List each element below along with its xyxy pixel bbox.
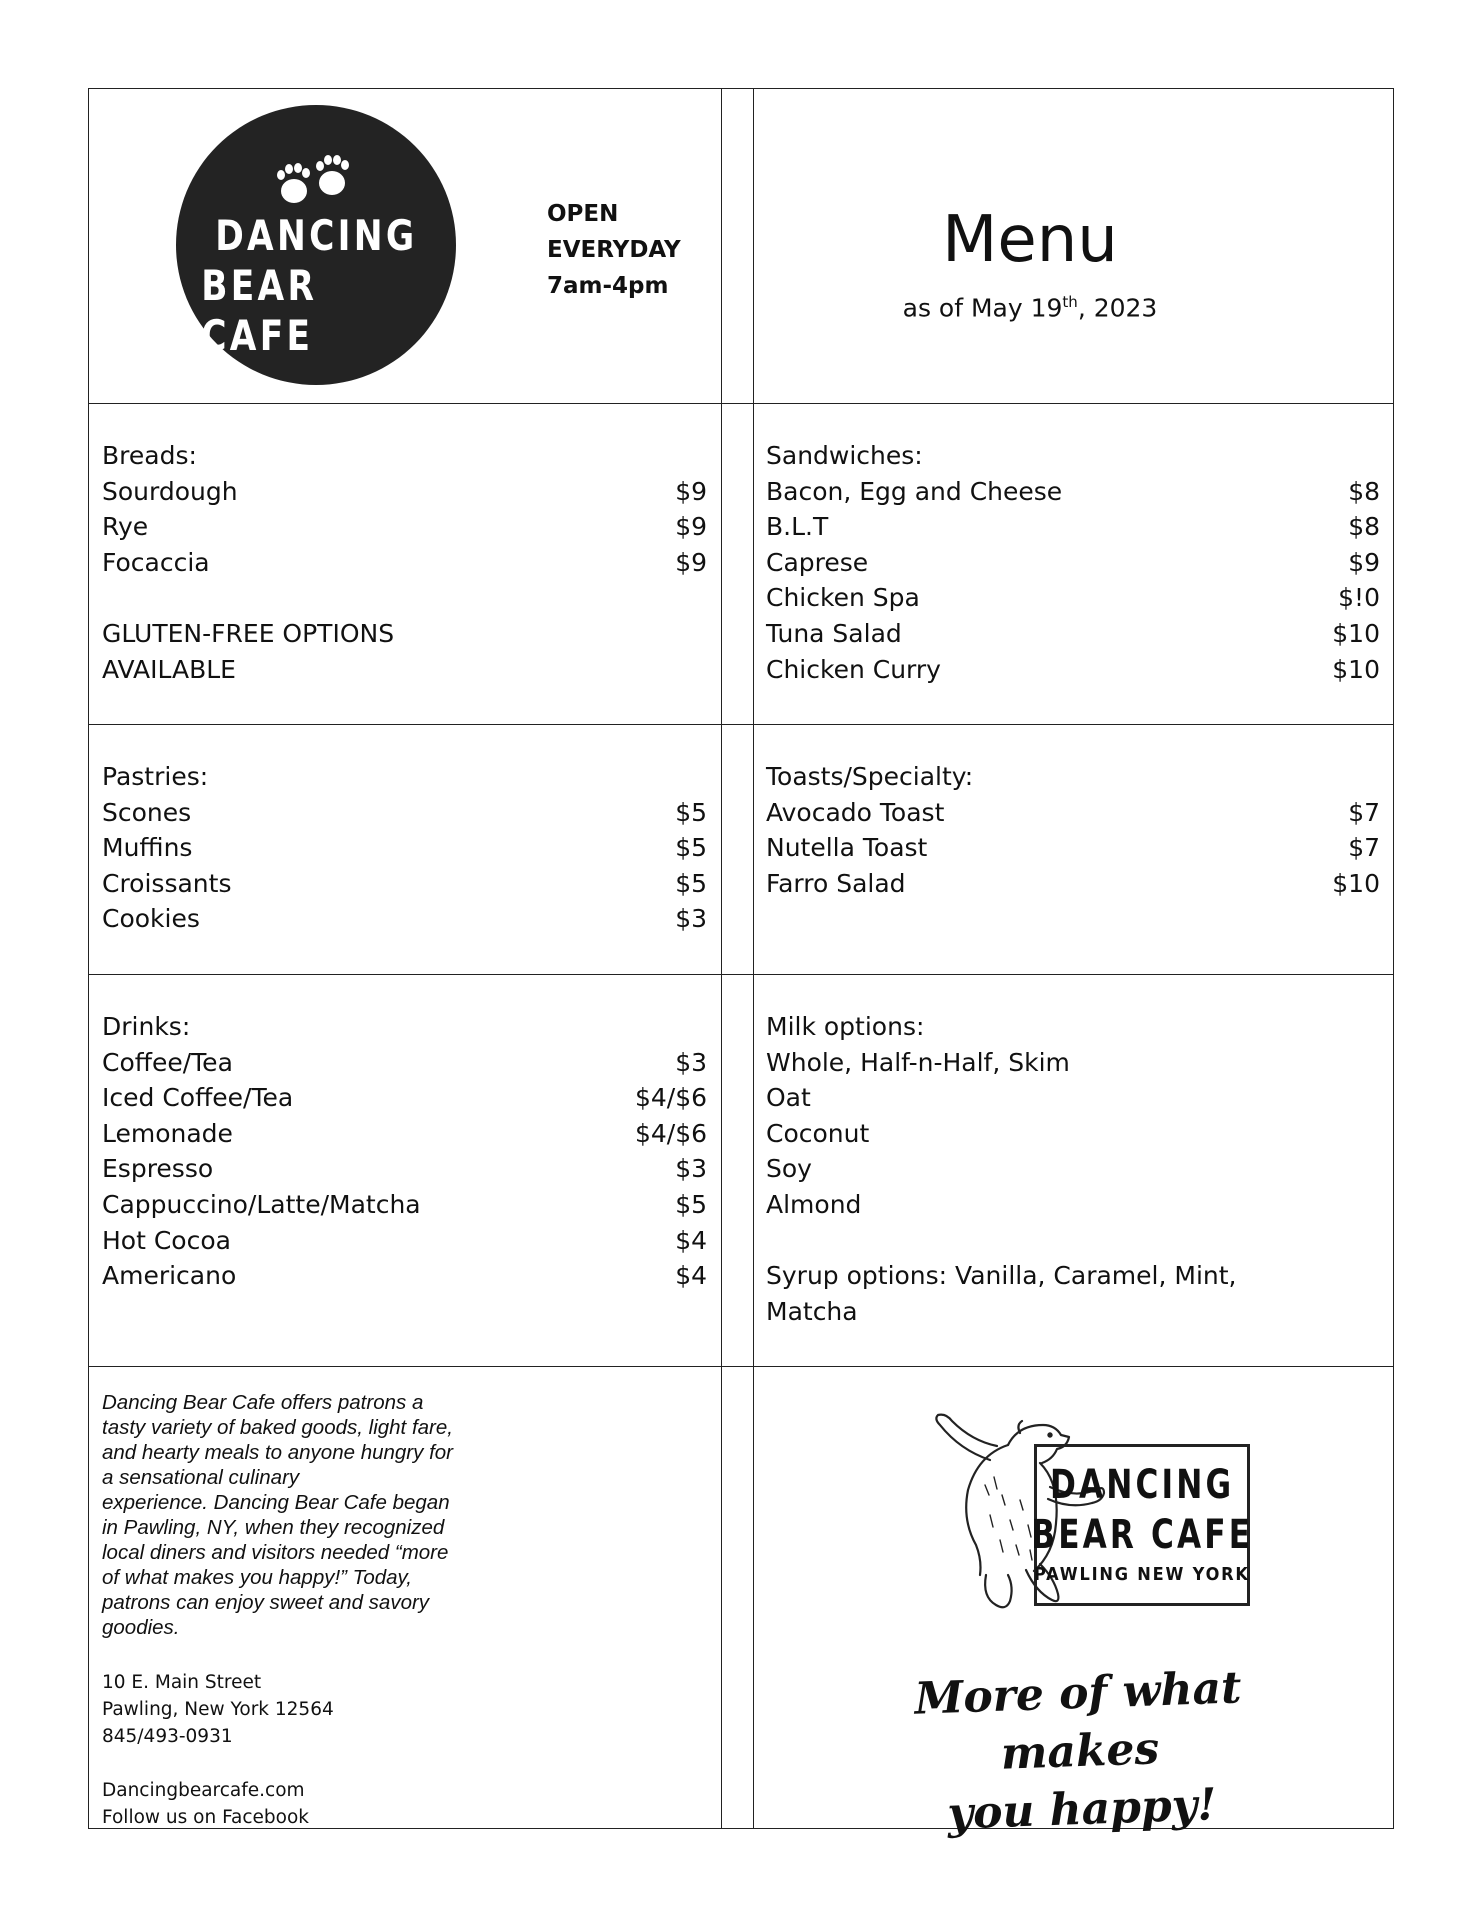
about-line: and hearty meals to anyone hungry for xyxy=(102,1441,453,1464)
item-name: Cappuccino/Latte/Matcha xyxy=(102,1189,421,1219)
item-name: Tuna Salad xyxy=(766,618,902,648)
logo-line-2: BEAR CAFE xyxy=(201,261,318,360)
item-price: $9 xyxy=(675,512,707,542)
item-name: Coffee/Tea xyxy=(102,1047,233,1077)
list-item xyxy=(102,830,707,866)
website-link[interactable]: Dancingbearcafe.com xyxy=(102,1780,305,1801)
footer-logo-location: PAWLING NEW YORK xyxy=(1034,1564,1250,1585)
date-prefix: as of May 19 xyxy=(902,293,1063,323)
item-price: $3 xyxy=(675,904,707,934)
list-item xyxy=(102,509,707,545)
address-line-1: 10 E. Main Street xyxy=(102,1672,262,1693)
footer-logo-box xyxy=(1031,1444,1253,1606)
item-price: $5 xyxy=(675,833,707,863)
item-price: $4 xyxy=(675,1225,707,1255)
list-item xyxy=(766,795,1380,831)
list-item xyxy=(766,830,1380,866)
pastries-section xyxy=(102,759,707,937)
hours-line-2: EVERYDAY xyxy=(547,237,681,263)
list-item xyxy=(766,580,1380,616)
item-name: Sourdough xyxy=(102,476,238,506)
row-divider-1 xyxy=(89,403,1393,404)
item-name: Caprese xyxy=(766,547,869,577)
list-item xyxy=(766,509,1380,545)
list-item xyxy=(102,795,707,831)
item-name: Hot Cocoa xyxy=(102,1225,231,1255)
item-name: Scones xyxy=(102,797,192,827)
item-name: Croissants xyxy=(102,868,232,898)
list-item xyxy=(102,1080,707,1116)
column-divider-right xyxy=(753,89,754,1828)
list-item xyxy=(102,545,707,581)
about-line: in Pawling, NY, when they recognized xyxy=(102,1516,445,1539)
list-item xyxy=(102,901,707,937)
menu-title: Menu xyxy=(942,203,1118,277)
item-price: $9 xyxy=(1348,547,1380,577)
footer-logo-line-2: BEAR CAFE xyxy=(1031,1512,1253,1558)
item-price: $7 xyxy=(1348,833,1380,863)
list-item: Whole, Half-n-Half, Skim xyxy=(766,1047,1070,1077)
about-line: local diners and visitors needed “more xyxy=(102,1541,449,1564)
item-name: Iced Coffee/Tea xyxy=(102,1083,294,1113)
pastries-heading: Pastries: xyxy=(102,762,209,791)
about-line: Dancing Bear Cafe offers patrons a xyxy=(102,1391,424,1414)
item-price: $4 xyxy=(675,1261,707,1291)
list-item: Soy xyxy=(766,1154,812,1184)
item-price: $10 xyxy=(1332,868,1380,898)
milk-options-section xyxy=(766,1009,1380,1329)
list-item xyxy=(102,474,707,510)
tagline-line-2: you happy! xyxy=(946,1779,1218,1840)
list-item xyxy=(102,1258,707,1294)
about-line: goodies. xyxy=(102,1616,180,1639)
list-item xyxy=(102,1151,707,1187)
item-name: Americano xyxy=(102,1261,237,1291)
menu-date xyxy=(750,285,1310,325)
list-item xyxy=(102,1045,707,1081)
item-name: Espresso xyxy=(102,1154,214,1184)
breads-heading: Breads: xyxy=(102,441,197,470)
list-item: Coconut xyxy=(766,1118,870,1148)
item-name: Bacon, Egg and Cheese xyxy=(766,476,1063,506)
list-item xyxy=(766,866,1380,902)
toasts-heading: Toasts/Specialty: xyxy=(766,762,974,791)
sandwiches-section xyxy=(766,438,1380,687)
item-price: $8 xyxy=(1348,512,1380,542)
hours-line-1: OPEN xyxy=(547,201,619,227)
item-price: $9 xyxy=(675,476,707,506)
item-price: $4/$6 xyxy=(634,1083,707,1113)
phone-number: 845/493-0931 xyxy=(102,1726,233,1747)
spacer xyxy=(102,580,707,616)
syrup-options-line-1: Syrup options: Vanilla, Caramel, Mint, xyxy=(766,1261,1237,1291)
list-item xyxy=(102,866,707,902)
footer-logo-line-1: DANCING xyxy=(1049,1462,1235,1508)
about-line: a sensational culinary xyxy=(102,1466,300,1489)
breads-section xyxy=(102,438,707,687)
item-price: $!0 xyxy=(1338,583,1380,613)
about-line: patrons can enjoy sweet and savory xyxy=(102,1591,430,1614)
list-item xyxy=(102,1187,707,1223)
item-name: Chicken Curry xyxy=(766,654,941,684)
item-price: $3 xyxy=(675,1047,707,1077)
list-item xyxy=(766,474,1380,510)
about-line: experience. Dancing Bear Cafe began xyxy=(102,1491,450,1514)
sandwiches-heading: Sandwiches: xyxy=(766,441,923,470)
item-price: $9 xyxy=(675,547,707,577)
syrup-options-line-2: Matcha xyxy=(766,1296,858,1326)
about-line: tasty variety of baked goods, light fare, xyxy=(102,1416,453,1439)
list-item xyxy=(766,652,1380,688)
milk-heading: Milk options: xyxy=(766,1012,925,1041)
spacer xyxy=(766,1223,1380,1259)
logo-line-1: DANCING xyxy=(214,211,418,260)
row-divider-4 xyxy=(89,1366,1393,1367)
item-price: $8 xyxy=(1348,476,1380,506)
item-name: Lemonade xyxy=(102,1118,233,1148)
gluten-free-note-line-1: GLUTEN-FREE OPTIONS xyxy=(102,618,395,648)
hours-line-3: 7am-4pm xyxy=(547,273,669,299)
item-price: $10 xyxy=(1332,618,1380,648)
drinks-heading: Drinks: xyxy=(102,1012,191,1041)
item-price: $4/$6 xyxy=(634,1118,707,1148)
row-divider-3 xyxy=(89,974,1393,975)
item-price: $10 xyxy=(1332,654,1380,684)
item-name: Rye xyxy=(102,512,149,542)
item-name: Nutella Toast xyxy=(766,833,928,863)
about-line: of what makes you happy!” Today, xyxy=(102,1566,412,1589)
tagline xyxy=(857,1657,1303,1846)
date-year: , 2023 xyxy=(1077,293,1158,323)
list-item xyxy=(102,1116,707,1152)
tagline-line-1: More of what makes xyxy=(913,1662,1243,1780)
list-item xyxy=(766,616,1380,652)
item-name: Muffins xyxy=(102,833,193,863)
row-divider-2 xyxy=(89,724,1393,725)
item-name: Chicken Spa xyxy=(766,583,920,613)
date-ordinal: th xyxy=(1062,293,1078,311)
toasts-section xyxy=(766,759,1380,901)
gluten-free-note-line-2: AVAILABLE xyxy=(102,654,236,684)
column-divider-left xyxy=(721,89,722,1828)
list-item xyxy=(766,545,1380,581)
cafe-logo xyxy=(176,105,456,385)
item-price: $5 xyxy=(675,797,707,827)
about-paragraph xyxy=(102,1390,502,1640)
item-price: $5 xyxy=(675,1189,707,1219)
item-name: Focaccia xyxy=(102,547,210,577)
item-price: $3 xyxy=(675,1154,707,1184)
item-name: B.L.T xyxy=(766,512,829,542)
list-item: Almond xyxy=(766,1189,862,1219)
item-price: $5 xyxy=(675,868,707,898)
address-line-2: Pawling, New York 12564 xyxy=(102,1699,334,1720)
item-price: $7 xyxy=(1348,797,1380,827)
item-name: Avocado Toast xyxy=(766,797,945,827)
list-item xyxy=(102,1223,707,1259)
contact-info xyxy=(102,1669,334,1831)
paw-prints-icon xyxy=(266,151,366,211)
list-item: Oat xyxy=(766,1083,811,1113)
spacer xyxy=(102,1750,334,1777)
facebook-link[interactable]: Follow us on Facebook xyxy=(102,1807,310,1828)
item-name: Farro Salad xyxy=(766,868,906,898)
drinks-section xyxy=(102,1009,707,1294)
item-name: Cookies xyxy=(102,904,200,934)
opening-hours xyxy=(547,196,681,304)
